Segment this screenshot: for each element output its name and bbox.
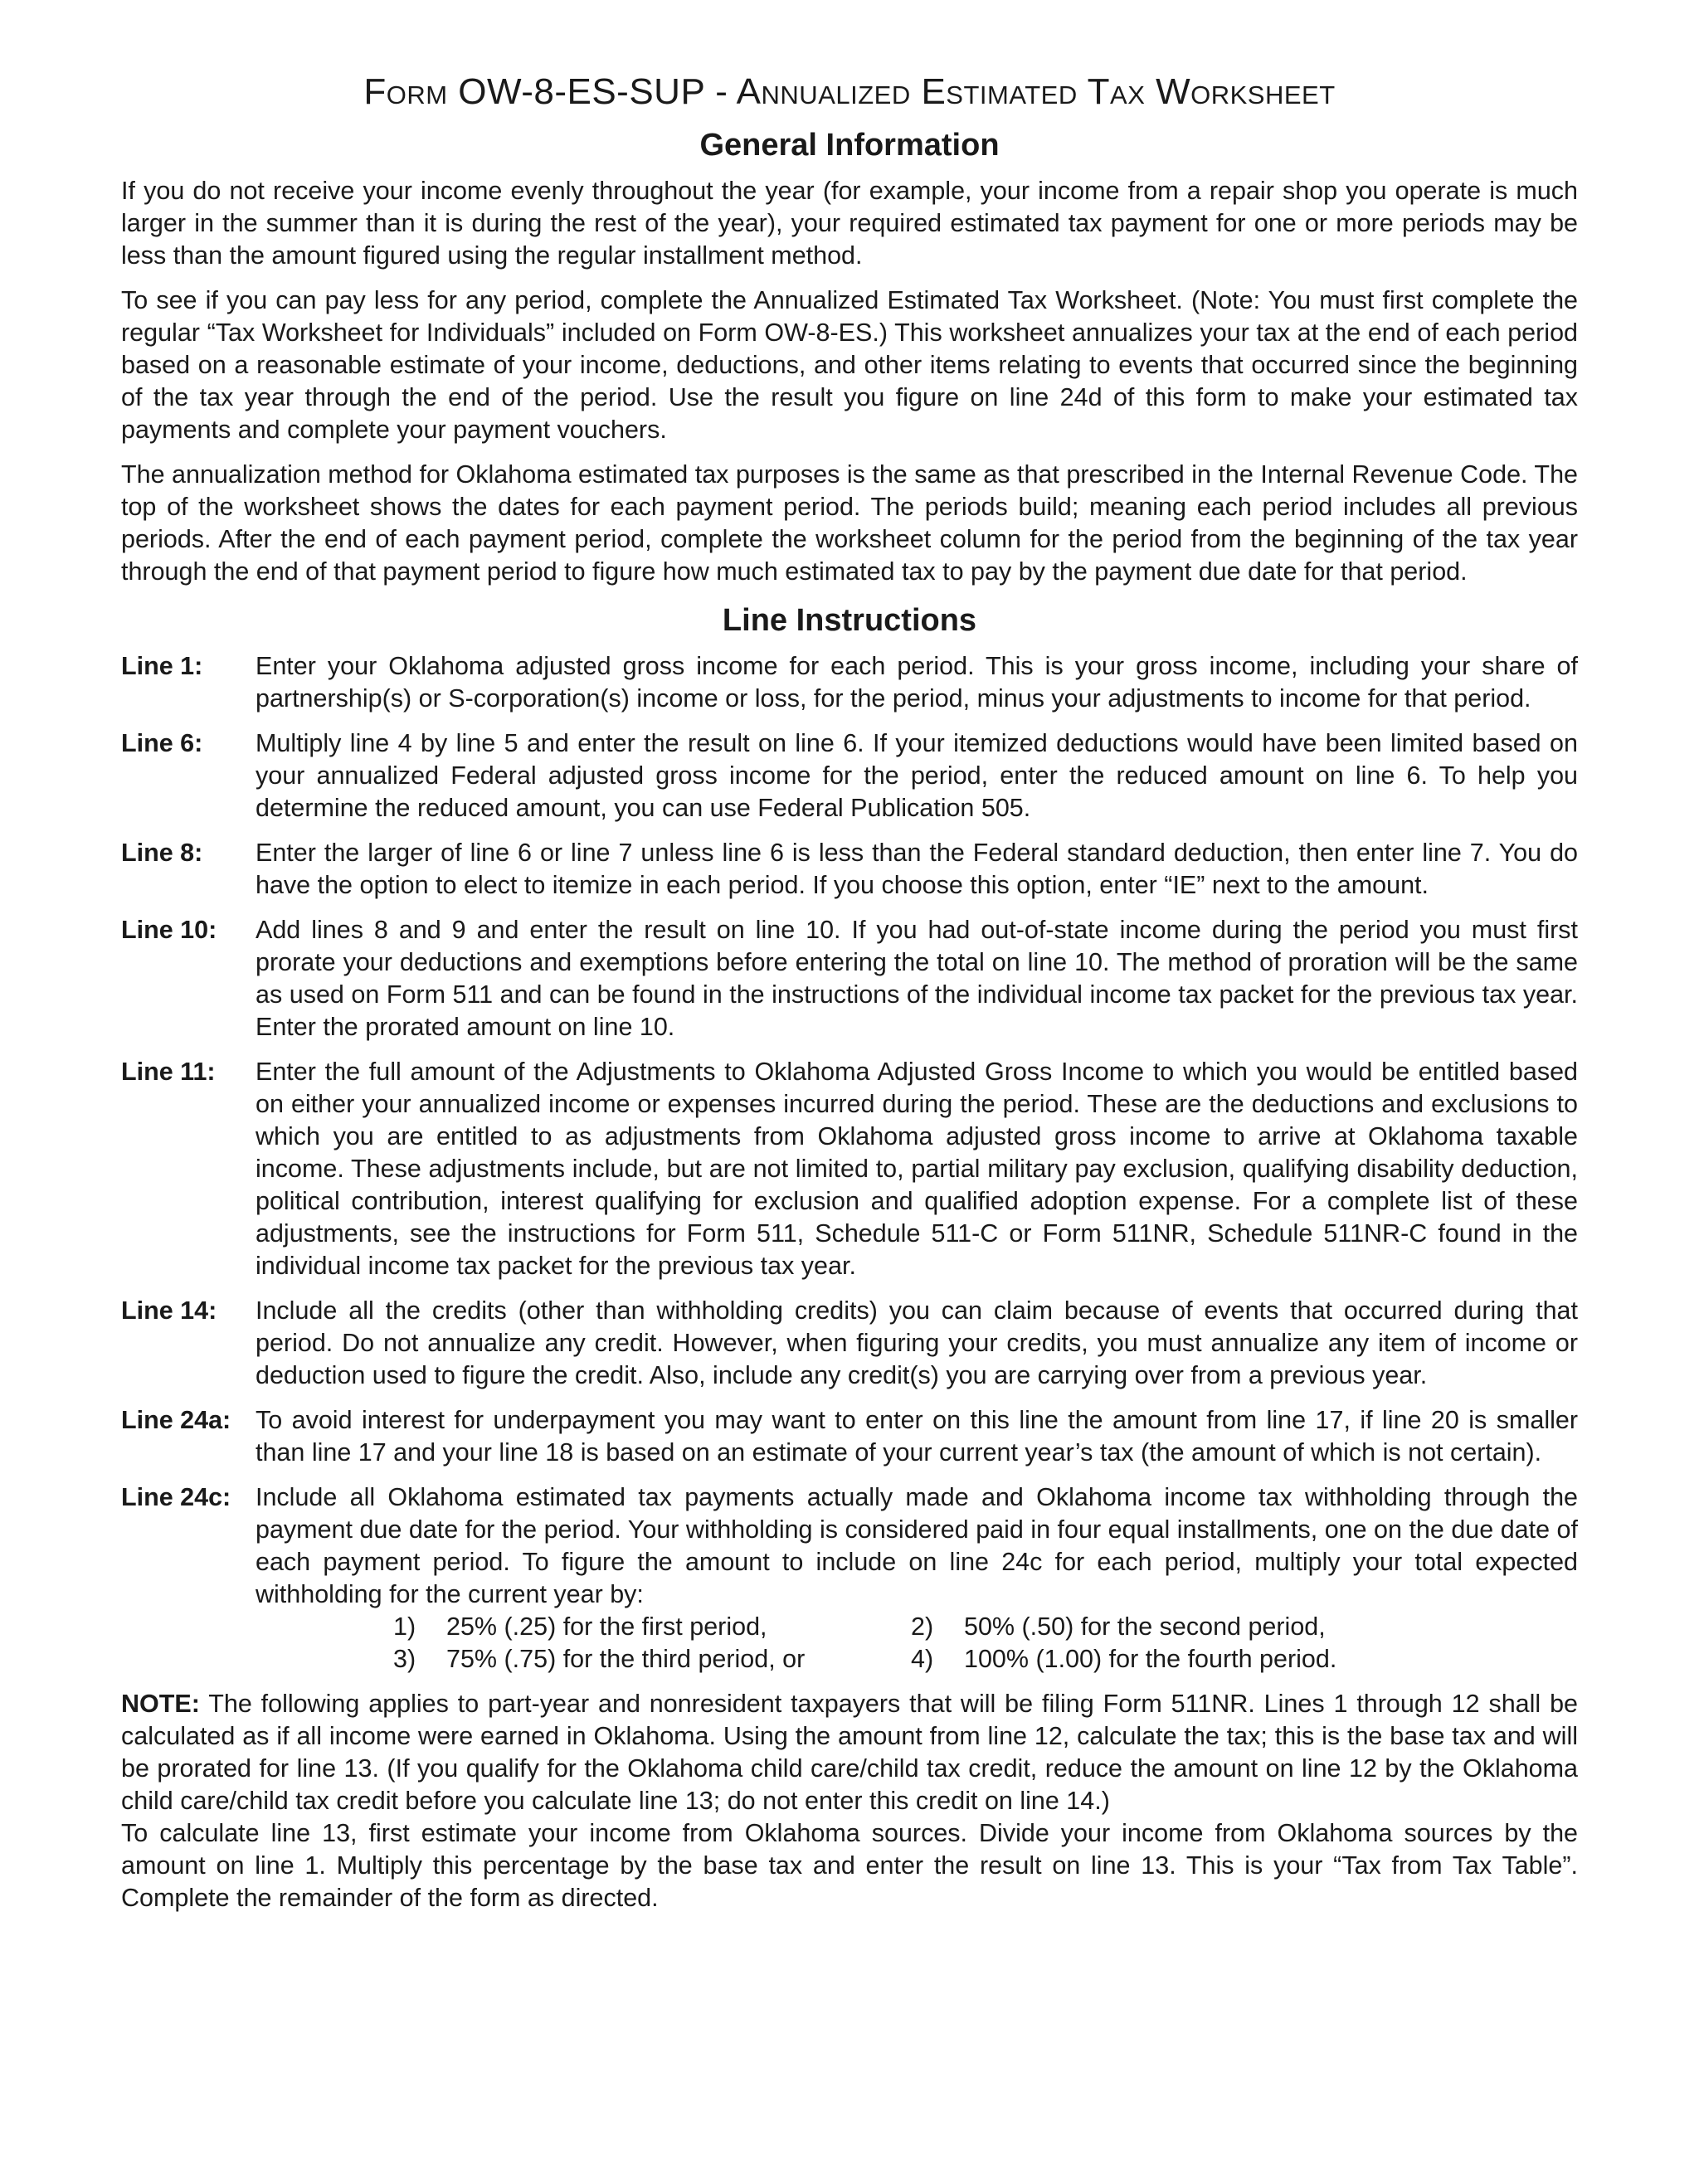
line-text: Enter your Oklahoma adjusted gross income for each period. This is your gross income, including your share of partnership(s) or S-corporation(s) income or loss, for the period, minus your adjustments to income for that period. — [256, 652, 1578, 713]
line-instruction-8 — [121, 837, 1578, 902]
percentage-text: 75% (.75) for the third period, or — [446, 1645, 806, 1673]
line-label: Line 8: — [121, 839, 203, 867]
percentage-number: 3) — [393, 1645, 416, 1673]
general-information-heading: General Information — [699, 128, 1000, 163]
line-label: Line 6: — [121, 729, 203, 757]
document-page — [121, 71, 1578, 1927]
line-instruction-6 — [121, 727, 1578, 824]
line-text: Multiply line 4 by line 5 and enter the result on line 6. If your itemized deductions would have been limited based on your annualized Federal adjusted gross income for the period, enter the reduced amount on line 6. To help you determine the reduced amount, you can use Federal Publication 505. — [256, 729, 1578, 822]
percentage-text: 50% (.50) for the second period, — [964, 1612, 1326, 1641]
note-text: The following applies to part-year and nonresident taxpayers that will be filing Form 511NR. Lines 1 through 12 shall be calculated as if all income were earned in Oklahoma. Using the amount from line 12, calculate the tax; this is the base tax and will be prorated for line 13. (If you qualify for the Oklahoma child care/child tax credit, reduce the amount on line 12 by the Oklahoma child care/child tax credit before you calculate line 13; do not enter this credit on line 14.) — [121, 1690, 1578, 1815]
line-label: Line 1: — [121, 652, 203, 680]
general-paragraph-3: The annualization method for Oklahoma estimated tax purposes is the same as that prescribed in the Internal Revenue Code. The top of the worksheet shows the dates for each payment period. The periods build; meaning each period includes all previous periods. After the end of each payment period, complete the worksheet column for the period from the beginning of the tax year through the end of that payment period to figure how much estimated tax to pay by the payment due date for that period. — [121, 460, 1578, 586]
line-instructions-heading: Line Instructions — [722, 603, 977, 638]
general-paragraph-1: If you do not receive your income evenly throughout the year (for example, your income from a repair shop you operate is much larger in the summer than it is during the rest of the year), your required estimated tax payment for one or more periods may be less than the amount figured using the regular installment method. — [121, 177, 1578, 270]
line-text: Enter the larger of line 6 or line 7 unless line 6 is less than the Federal standard deduction, then enter line 7. You do have the option to elect to itemize in each period. If you choose this option, enter “IE” next to the amount. — [256, 839, 1578, 899]
line-label: Line 11: — [121, 1058, 216, 1086]
line-label: Line 10: — [121, 916, 217, 944]
note-label: NOTE: — [121, 1690, 200, 1718]
line-instruction-10 — [121, 914, 1578, 1043]
percentage-number: 2) — [911, 1612, 934, 1641]
line-instruction-1 — [121, 650, 1578, 715]
line-text: Include all Oklahoma estimated tax payments actually made and Oklahoma income tax withholding through the payment due date for the period. Your withholding is considered paid in four equal installments, one on the due date of each payment period. To figure the amount to include on line 24c for each period, multiply your total expected withholding for the current year by: — [256, 1483, 1578, 1608]
line-label: Line 24a: — [121, 1406, 231, 1434]
line-instruction-24c — [121, 1481, 1578, 1611]
line-label: Line 24c: — [121, 1483, 231, 1511]
percentage-number: 1) — [393, 1612, 416, 1641]
line-text: To avoid interest for underpayment you may want to enter on this line the amount from line 17, if line 20 is smaller than line 17 and your line 18 is based on an estimate of your current year’s tax (the amount of which is not certain). — [256, 1406, 1578, 1467]
withholding-percentages — [393, 1611, 1578, 1676]
note-paragraph-2: To calculate line 13, first estimate your income from Oklahoma sources. Divide your income from Oklahoma sources by the amount on line 1. Multiply this percentage by the base tax and enter the result on line 13. This is your “Tax from Tax Table”. Complete the remainder of the form as directed. — [121, 1819, 1578, 1912]
percentage-text: 25% (.25) for the first period, — [446, 1612, 767, 1641]
percentage-text: 100% (1.00) for the fourth period. — [964, 1645, 1337, 1673]
line-instruction-11 — [121, 1056, 1578, 1282]
line-text: Enter the full amount of the Adjustments to Oklahoma Adjusted Gross Income to which you would be entitled based on either your annualized income or expenses incurred during the period. These are the deductions and exclusions to which you are entitled to as adjustments from Oklahoma adjusted gross income to arrive at Oklahoma taxable income. These adjustments include, but are not limited to, partial military pay exclusion, qualifying disability deduction, political contribution, interest qualifying for exclusion and qualified adoption expense. For a complete list of these adjustments, see the instructions for Form 511, Schedule 511-C or Form 511NR, Schedule 511NR-C found in the individual income tax packet for the previous tax year. — [256, 1058, 1578, 1280]
general-paragraph-2: To see if you can pay less for any period, complete the Annualized Estimated Tax Worksheet. (Note: You must first complete the regular “Tax Worksheet for Individuals” included on Form OW-8-ES.) This worksheet annualizes your tax at the end of each period based on a reasonable estimate of your income, deductions, and other items relating to events that occurred since the beginning of the tax year through the end of the period. Use the result you figure on line 24d of this form to make your estimated tax payments and complete your payment vouchers. — [121, 286, 1578, 444]
line-instruction-14 — [121, 1295, 1578, 1392]
line-label: Line 14: — [121, 1296, 217, 1325]
percentage-number: 4) — [911, 1645, 934, 1673]
note-paragraph — [121, 1688, 1578, 1817]
line-text: Add lines 8 and 9 and enter the result on line 10. If you had out-of-state income during the period you must first prorate your deductions and exemptions before entering the total on line 10. The method of proration will be the same as used on Form 511 and can be found in the instructions of the individual income tax packet for the previous tax year. Enter the prorated amount on line 10. — [256, 916, 1578, 1041]
line-text: Include all the credits (other than withholding credits) you can claim because of events that occurred during that period. Do not annualize any credit. However, when figuring your credits, you must annualize any item of income or deduction used to figure the credit. Also, include any credit(s) you are carrying over from a previous year. — [256, 1296, 1578, 1389]
line-instruction-24a — [121, 1404, 1578, 1469]
form-title: Form OW-8-ES-SUP - Annualized Estimated Tax Worksheet — [363, 71, 1336, 112]
